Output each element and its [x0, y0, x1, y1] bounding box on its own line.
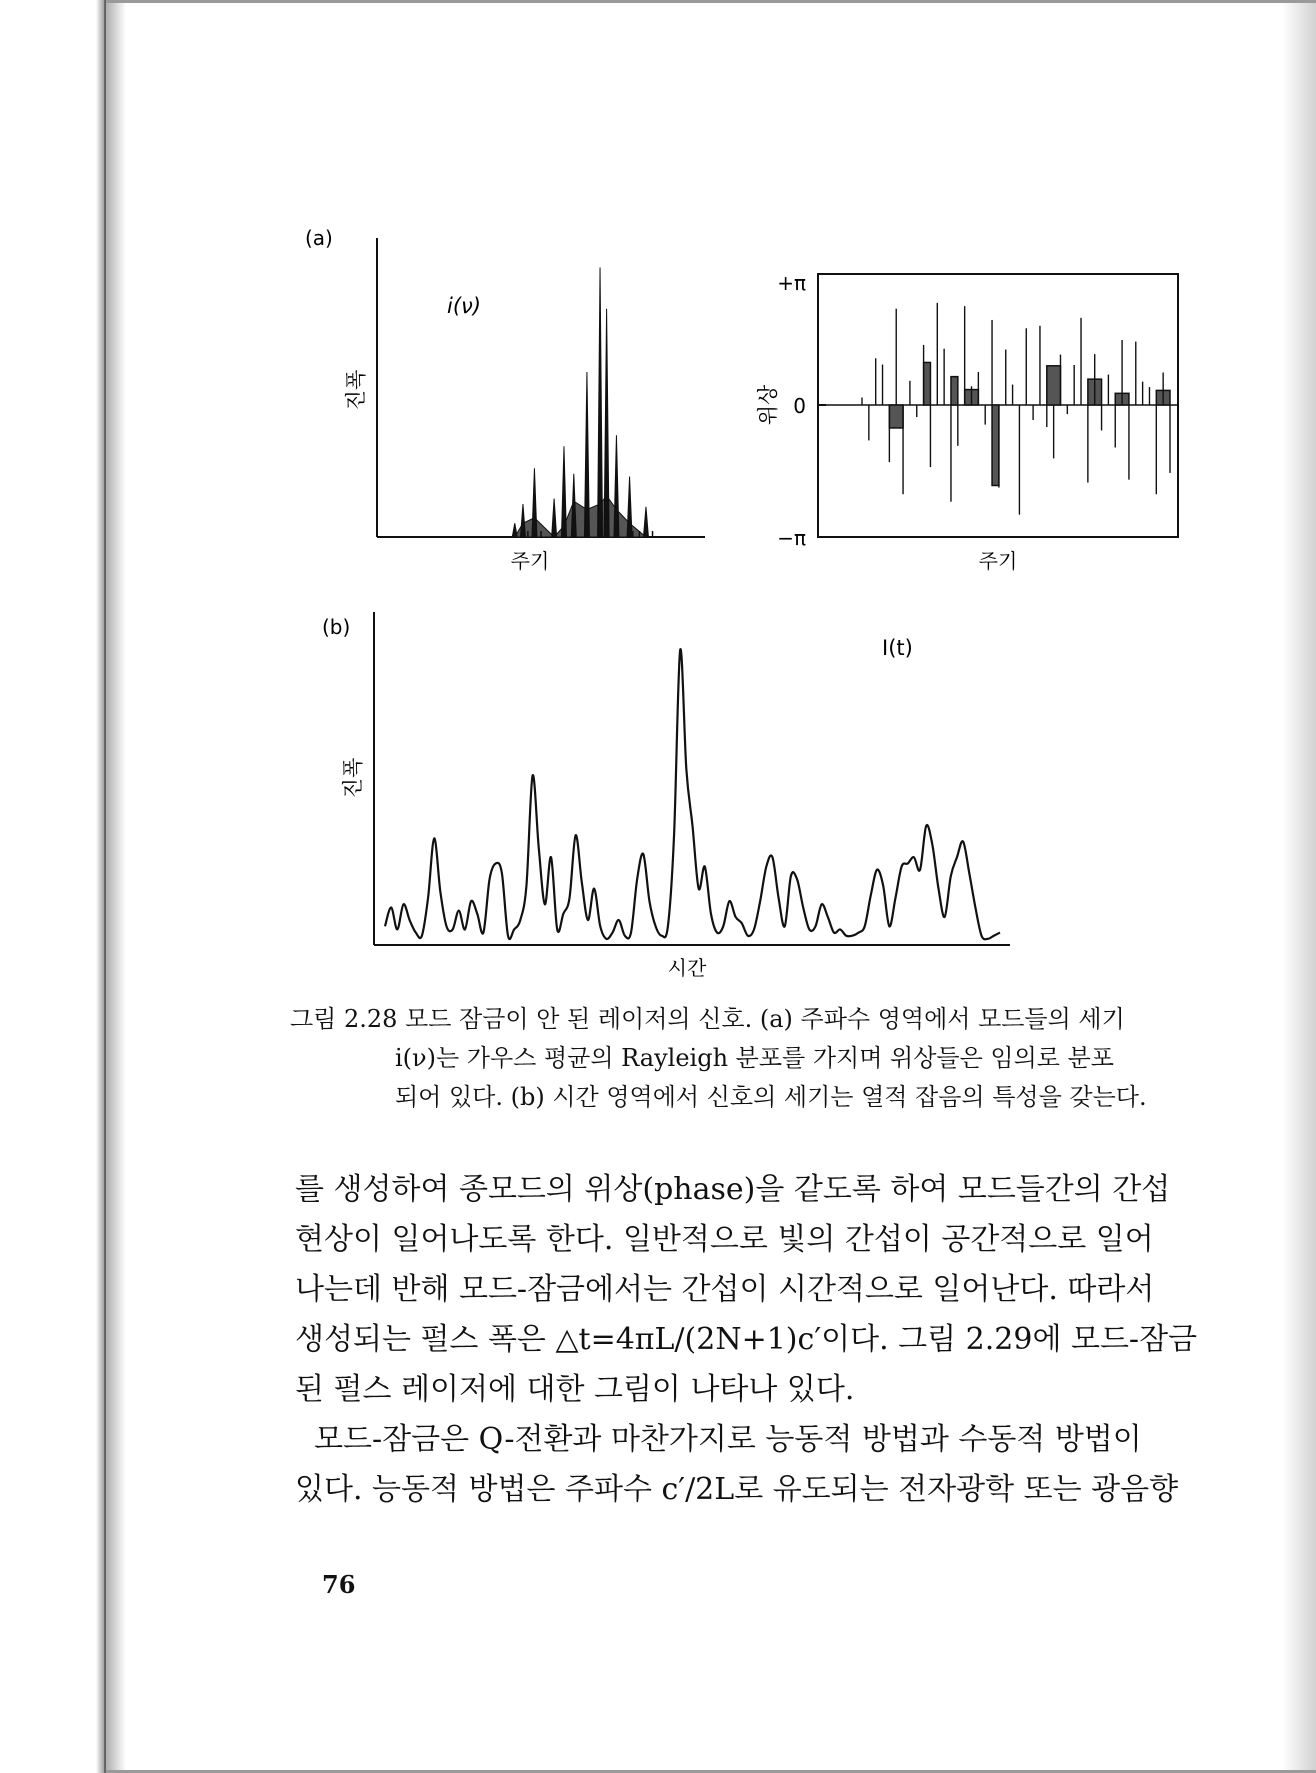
phase-x-label: 주기 — [978, 549, 1018, 573]
phase-chart — [756, 271, 1178, 573]
phase-y-label: 위상 — [756, 384, 780, 426]
body-line: 모드-잠금은 Q-전환과 마찬가지로 능동적 방법과 수동적 방법이 — [295, 1422, 1142, 1457]
page-number: 76 — [322, 1570, 356, 1599]
spectrum-spike — [561, 446, 566, 537]
spectrum-spike — [598, 268, 603, 538]
phase-filled-block — [992, 405, 999, 485]
panel-a-label: (a) — [305, 226, 333, 250]
spectrum-spike — [584, 372, 589, 537]
phase-filled-block — [951, 377, 958, 405]
spectrum-x-label: 주기 — [510, 549, 550, 573]
time-y-label: 진폭 — [341, 757, 365, 799]
spectrum-spike — [532, 468, 537, 537]
spectrum-y-label: 진폭 — [344, 369, 368, 411]
time-series-label: I(t) — [882, 636, 913, 660]
spectrum-spike — [571, 474, 576, 537]
caption-line-1: 그림 2.28 모드 잠금이 안 된 레이저의 신호. (a) 주파수 영역에서 모드들의 세기 — [290, 1005, 1125, 1033]
body-line: 나는데 반해 모드-잠금에서는 간섭이 시간적으로 일어난다. 따라서 — [295, 1272, 1155, 1307]
body-line: 있다. 능동적 방법은 주파수 c′/2L로 유도되는 전자광학 또는 광음향 — [295, 1472, 1179, 1507]
spectrum-spike — [552, 499, 557, 538]
figure-caption — [290, 1000, 1190, 1117]
spectrum-spike — [627, 477, 632, 538]
time-x-label: 시간 — [667, 956, 707, 980]
time-chart — [341, 612, 1010, 980]
spectrum-spike — [614, 435, 619, 537]
caption-line-3: 되어 있다. (b) 시간 영역에서 신호의 세기는 열적 잡음의 특성을 갖는다. — [395, 1083, 1147, 1111]
phase-ytick-minus-pi: −π — [777, 526, 806, 550]
phase-ytick-plus-pi: +π — [777, 271, 806, 295]
phase-filled-block — [1047, 366, 1061, 405]
body-paragraph — [295, 1165, 1198, 1515]
caption-line-2: i(ν)는 가우스 평균의 Rayleigh 분포를 가지며 위상들은 임의로 분포 — [395, 1044, 1114, 1072]
spectrum-series-label: i(ν) — [447, 294, 481, 318]
spectrum-spike — [520, 504, 525, 537]
body-line: 된 펄스 레이저에 대한 그림이 나타나 있다. — [295, 1372, 855, 1407]
phase-filled-block — [924, 362, 931, 405]
spectrum-spike — [604, 309, 609, 537]
phase-ytick-zero: 0 — [793, 394, 806, 418]
spectrum-spike — [512, 523, 517, 537]
body-line: 현상이 일어나도록 한다. 일반적으로 빛의 간섭이 공간적으로 일어 — [295, 1222, 1154, 1257]
body-line: 를 생성하여 종모드의 위상(phase)을 같도록 하여 모드들간의 간섭 — [295, 1172, 1171, 1207]
panel-b-label: (b) — [322, 615, 351, 639]
spectrum-spike — [643, 507, 648, 537]
spectrum-chart — [344, 238, 705, 573]
time-intensity-curve — [385, 649, 1000, 939]
body-line: 생성되는 펄스 폭은 △t=4πL/(2N+1)c′이다. 그림 2.29에 모드-잠금 — [295, 1322, 1198, 1357]
phase-filled-block — [889, 405, 903, 428]
